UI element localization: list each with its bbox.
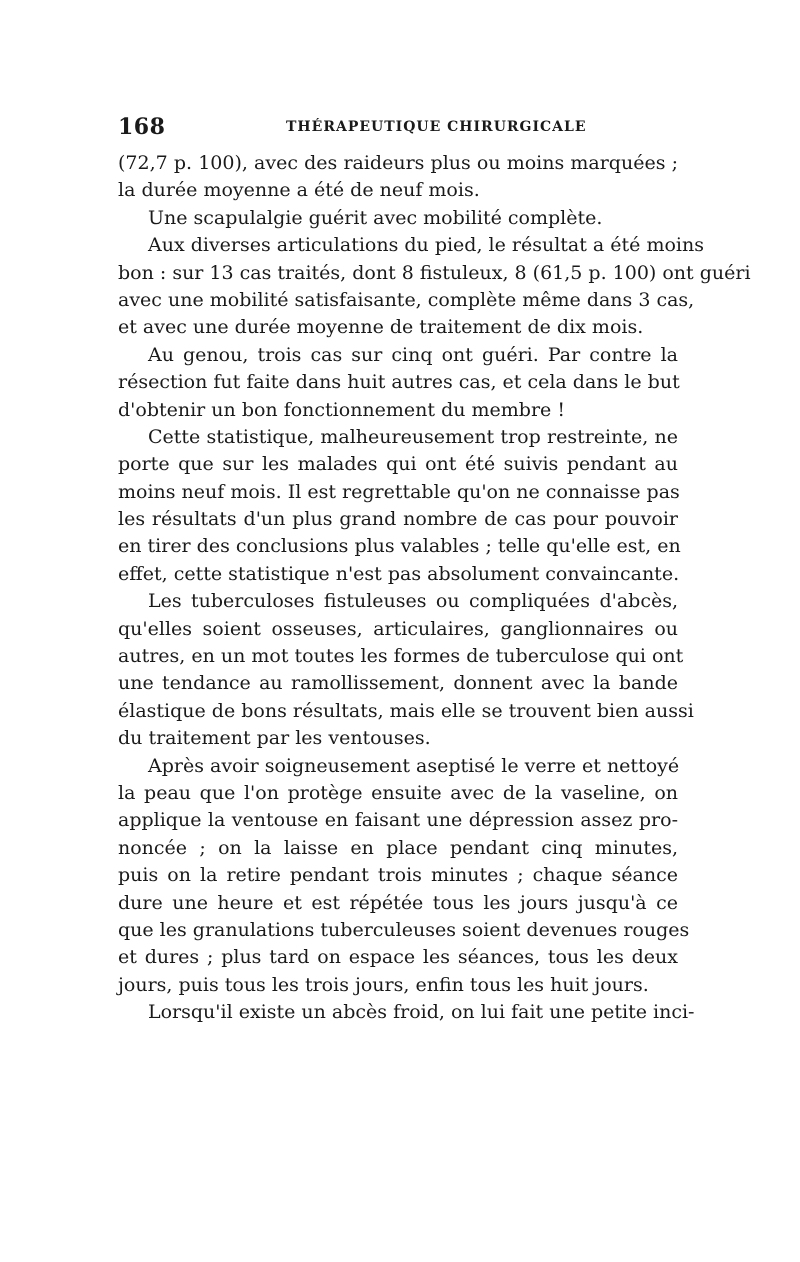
text-line: puis on la retire pendant trois minutes ; chaque séance xyxy=(118,864,678,887)
text-line: Cette statistique, malheureusement trop restreinte, ne xyxy=(148,425,678,448)
text-line: (72,7 p. 100), avec des raideurs plus ou moins marquées ; xyxy=(118,152,678,174)
text-line: et dures ; plus tard on espace les séances, tous les deux xyxy=(118,946,678,969)
text-line: effet, cette statistique n'est pas absolument convaincante. xyxy=(118,562,680,585)
running-title: THÉRAPEUTIQUE CHIRURGICALE xyxy=(286,119,587,135)
text-line: autres, en un mot toutes les formes de tuberculose qui ont xyxy=(118,645,684,668)
text-line: Après avoir soigneusement aseptisé le verre et nettoyé xyxy=(148,754,680,777)
text-line: que les granulations tuberculeuses soient devenues rouges xyxy=(118,918,690,941)
text-line: les résultats d'un plus grand nombre de cas pour pouvoir xyxy=(118,508,678,531)
text-line: Une scapulalgie guérit avec mobilité complète. xyxy=(148,206,603,229)
text-line: la durée moyenne a été de neuf mois. xyxy=(118,179,480,202)
text-line: résection fut faite dans huit autres cas, et cela dans le but xyxy=(118,371,680,394)
text-line: jours, puis tous les trois jours, enfin tous les huit jours. xyxy=(118,973,649,996)
text-line: Au genou, trois cas sur cinq ont guéri. Par contre la xyxy=(148,343,678,366)
text-line: d'obtenir un bon fonctionnement du membre ! xyxy=(118,398,565,421)
text-line: Aux diverses articulations du pied, le résultat a été moins xyxy=(148,234,704,257)
text-line: dure une heure et est répétée tous les jours jusqu'à ce xyxy=(118,891,678,914)
text-line: une tendance au ramollissement, donnent avec la bande xyxy=(118,672,678,695)
text-line: en tirer des conclusions plus valables ; telle qu'elle est, en xyxy=(118,535,681,558)
text-line: du traitement par les ventouses. xyxy=(118,727,431,750)
text-line: élastique de bons résultats, mais elle se trouvent bien aussi xyxy=(118,699,694,722)
text-line: porte que sur les malades qui ont été suivis pendant au xyxy=(118,453,678,476)
text-line: bon : sur 13 cas traités, dont 8 fistuleux, 8 (61,5 p. 100) ont guéri xyxy=(118,261,751,284)
text-line: la peau que l'on protège ensuite avec de la vaseline, on xyxy=(118,781,678,804)
text-line: qu'elles soient osseuses, articulaires, ganglionnaires ou xyxy=(118,617,678,640)
page-number: 168 xyxy=(118,114,166,140)
text-line: noncée ; on la laisse en place pendant cinq minutes, xyxy=(118,836,678,859)
text-line: Les tuberculoses fistuleuses ou compliquées d'abcès, xyxy=(148,590,678,613)
body-text xyxy=(118,150,751,1027)
text-line: applique la ventouse en faisant une dépression assez pro- xyxy=(118,809,678,832)
text-line: Lorsqu'il existe un abcès froid, on lui fait une petite inci- xyxy=(148,1001,695,1024)
text-line: moins neuf mois. Il est regrettable qu'on ne connaisse pas xyxy=(118,480,680,503)
page-header xyxy=(118,114,678,142)
text-line: avec une mobilité satisfaisante, complète même dans 3 cas, xyxy=(118,288,695,311)
text-line: et avec une durée moyenne de traitement de dix mois. xyxy=(118,316,644,339)
